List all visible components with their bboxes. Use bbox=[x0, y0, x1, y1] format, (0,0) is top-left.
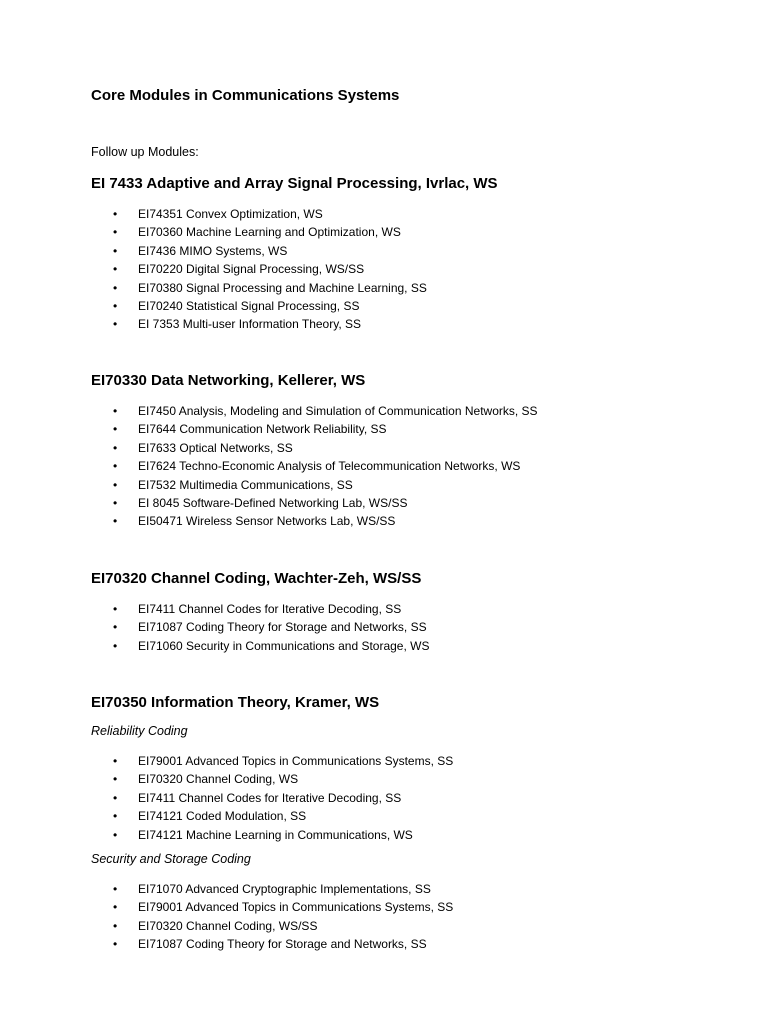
module-list-reliability-coding bbox=[0, 752, 453, 844]
list-item: • EI70360 Machine Learning and Optimization, WS bbox=[0, 223, 427, 241]
list-item: • EI7532 Multimedia Communications, SS bbox=[0, 476, 538, 494]
list-item: • EI7624 Techno-Economic Analysis of Telecommunication Networks, WS bbox=[0, 457, 538, 475]
list-item: • EI71087 Coding Theory for Storage and Networks, SS bbox=[0, 618, 429, 636]
subsection-label-security-storage-coding: Security and Storage Coding bbox=[91, 852, 251, 866]
module-list-channel-coding bbox=[0, 600, 429, 655]
list-item: • EI71087 Coding Theory for Storage and Networks, SS bbox=[0, 935, 453, 953]
list-item: • EI70240 Statistical Signal Processing, SS bbox=[0, 297, 427, 315]
list-item: • EI71060 Security in Communications and Storage, WS bbox=[0, 637, 429, 655]
list-item: • EI70380 Signal Processing and Machine Learning, SS bbox=[0, 279, 427, 297]
list-item: • EI50471 Wireless Sensor Networks Lab, WS/SS bbox=[0, 512, 538, 530]
list-item: • EI79001 Advanced Topics in Communications Systems, SS bbox=[0, 752, 453, 770]
list-item: • EI7411 Channel Codes for Iterative Decoding, SS bbox=[0, 789, 453, 807]
list-item: • EI 7353 Multi-user Information Theory, SS bbox=[0, 315, 427, 333]
list-item: • EI70220 Digital Signal Processing, WS/SS bbox=[0, 260, 427, 278]
list-item: • EI74121 Coded Modulation, SS bbox=[0, 807, 453, 825]
list-item: • EI70320 Channel Coding, WS/SS bbox=[0, 917, 453, 935]
list-item: • EI 8045 Software-Defined Networking Lab, WS/SS bbox=[0, 494, 538, 512]
list-item: • EI79001 Advanced Topics in Communications Systems, SS bbox=[0, 898, 453, 916]
section-heading-information-theory: EI70350 Information Theory, Kramer, WS bbox=[91, 694, 380, 711]
module-list-data-networking bbox=[0, 402, 538, 531]
module-list-security-storage-coding bbox=[0, 880, 453, 954]
list-item: • EI7411 Channel Codes for Iterative Decoding, SS bbox=[0, 600, 429, 618]
section-heading-channel-coding: EI70320 Channel Coding, Wachter-Zeh, WS/SS bbox=[91, 570, 422, 587]
section-heading-data-networking: EI70330 Data Networking, Kellerer, WS bbox=[91, 372, 366, 389]
module-list-adaptive-array bbox=[0, 205, 427, 334]
followup-label: Follow up Modules: bbox=[91, 145, 199, 159]
subsection-label-reliability-coding: Reliability Coding bbox=[91, 724, 188, 738]
list-item: • EI74351 Convex Optimization, WS bbox=[0, 205, 427, 223]
list-item: • EI7644 Communication Network Reliability, SS bbox=[0, 420, 538, 438]
section-heading-adaptive-array: EI 7433 Adaptive and Array Signal Processing, Ivrlac, WS bbox=[91, 175, 498, 192]
list-item: • EI7450 Analysis, Modeling and Simulation of Communication Networks, SS bbox=[0, 402, 538, 420]
list-item: • EI70320 Channel Coding, WS bbox=[0, 770, 453, 788]
list-item: • EI74121 Machine Learning in Communications, WS bbox=[0, 826, 453, 844]
list-item: • EI7633 Optical Networks, SS bbox=[0, 439, 538, 457]
document-title: Core Modules in Communications Systems bbox=[91, 87, 400, 104]
list-item: • EI7436 MIMO Systems, WS bbox=[0, 242, 427, 260]
list-item: • EI71070 Advanced Cryptographic Implementations, SS bbox=[0, 880, 453, 898]
